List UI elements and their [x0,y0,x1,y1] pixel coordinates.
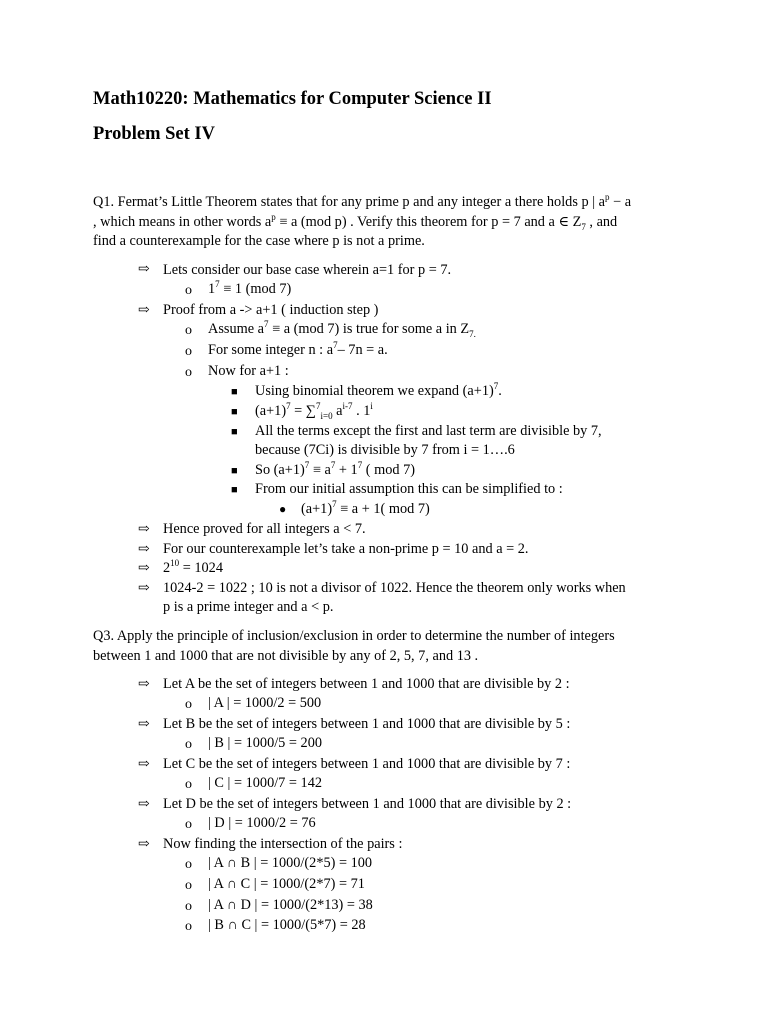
base-case-equation: $1^7 \equiv 1$ (mod 7) [208,279,292,297]
circle-bullet-icon: o [185,697,192,712]
arrow-bullet-icon: ⇨ [138,542,150,557]
square-bullet-icon: ■ [231,484,238,496]
base-case-text: Lets consider our base case wherein a=1 for p = 7. [163,262,452,278]
arrow-bullet-icon: ⇨ [138,262,150,277]
circle-bullet-icon: o [185,919,192,934]
set-c-definition: Let C be the set of integers between 1 and 1000 that are divisible by 7 : [163,756,571,772]
circle-bullet-icon: o [185,365,192,380]
counterexample-text: For our counterexample let’s take a non-prime p = 10 and a = 2. [163,541,529,557]
q1-statement-line-2: , which means in other words $a^p \equiv a$ (mod p) . Verify this theorem for p = 7 and a ∈ $Z_7$ , and [93,212,618,232]
q1-statement-line-3: find a counterexample for the case where p is not a prime. [93,233,425,249]
intersection-a-d: | A ∩ D | = 1000/(2*13) = 38 [208,897,373,913]
arrow-bullet-icon: ⇨ [138,717,150,732]
circle-bullet-icon: o [185,857,192,872]
circle-bullet-icon: o [185,817,192,832]
square-bullet-icon: ■ [231,406,238,418]
q1-statement-line-1: Q1. Fermat’s Little Theorem states that for any prime p and any integer a there holds p | $a^p - a$ [93,192,632,210]
arrow-bullet-icon: ⇨ [138,303,150,318]
circle-bullet-icon: o [185,283,192,298]
set-b-size: | B | = 1000/5 = 200 [208,735,322,751]
set-c-size: | C | = 1000/7 = 142 [208,775,322,791]
q3-statement-line-2: between 1 and 1000 that are not divisible by any of 2, 5, 7, and 13 . [93,648,479,664]
intersection-a-b: | A ∩ B | = 1000/(2*5) = 100 [208,855,373,871]
circle-bullet-icon: o [185,899,192,914]
power-result: $2^{10} = 1024$ [163,558,223,576]
square-bullet-icon: ■ [231,386,238,398]
arrow-bullet-icon: ⇨ [138,522,150,537]
arrow-bullet-icon: ⇨ [138,837,150,852]
problem-set-heading: Problem Set IV [93,124,215,144]
expansion-formula: $(a+1)^7 = \sum^7_{i=0}$ $a^{i-7}$ . 1$^i$ [255,401,373,421]
arrow-bullet-icon: ⇨ [138,561,150,576]
intersection-a-c: | A ∩ C | = 1000/(2*7) = 71 [208,876,365,892]
set-a-size: | A | = 1000/2 = 500 [208,695,322,711]
set-d-definition: Let D be the set of integers between 1 and 1000 that are divisible by 2 : [163,796,572,812]
divisor-text-line-2: p is a prime integer and a < p. [163,599,334,615]
arrow-bullet-icon: ⇨ [138,797,150,812]
induction-step-text: Proof from a -> a+1 ( induction step ) [163,302,379,318]
terms-text-line-1: All the terms except the first and last term are divisible by 7, [255,423,602,439]
set-b-definition: Let B be the set of integers between 1 and 1000 that are divisible by 5 : [163,716,571,732]
intersection-pairs-label: Now finding the intersection of the pairs : [163,836,403,852]
so-congruence-text: So $(a+1)^7 \equiv a^7 + 1^7$ ( mod 7) [255,460,416,478]
document-title: Math10220: Mathematics for Computer Science II [93,89,492,109]
integer-n-text: For some integer n : $a^7-$ 7n = a. [208,340,388,358]
hence-proved-text: Hence proved for all integers a < 7. [163,521,366,537]
arrow-bullet-icon: ⇨ [138,581,150,596]
intersection-b-c: | B ∩ C | = 1000/(5*7) = 28 [208,917,366,933]
circle-bullet-icon: o [185,878,192,893]
set-a-definition: Let A be the set of integers between 1 and 1000 that are divisible by 2 : [163,676,570,692]
q3-statement-line-1: Q3. Apply the principle of inclusion/exclusion in order to determine the number of integers [93,628,615,644]
arrow-bullet-icon: ⇨ [138,677,150,692]
binomial-text: Using binomial theorem we expand $(a+1)^7$. [255,381,502,399]
simplify-text: From our initial assumption this can be simplified to : [255,481,563,497]
dot-bullet-icon: ● [279,502,287,516]
now-for-text: Now for a+1 : [208,363,289,379]
circle-bullet-icon: o [185,737,192,752]
terms-text-line-2: because (7Ci) is divisible by 7 from i = 1….6 [255,442,515,458]
arrow-bullet-icon: ⇨ [138,757,150,772]
circle-bullet-icon: o [185,344,192,359]
square-bullet-icon: ■ [231,426,238,438]
square-bullet-icon: ■ [231,465,238,477]
circle-bullet-icon: o [185,323,192,338]
circle-bullet-icon: o [185,777,192,792]
set-d-size: | D | = 1000/2 = 76 [208,815,316,831]
final-congruence: $(a+1)^7 \equiv a + 1$( mod 7) [301,499,430,517]
divisor-text-line-1: 1024-2 = 1022 ; 10 is not a divisor of 1022. Hence the theorem only works when [163,580,626,596]
assumption-text: Assume $a^7 \equiv a$ (mod 7) is true for some a in $Z_{7.}$ [208,319,476,339]
